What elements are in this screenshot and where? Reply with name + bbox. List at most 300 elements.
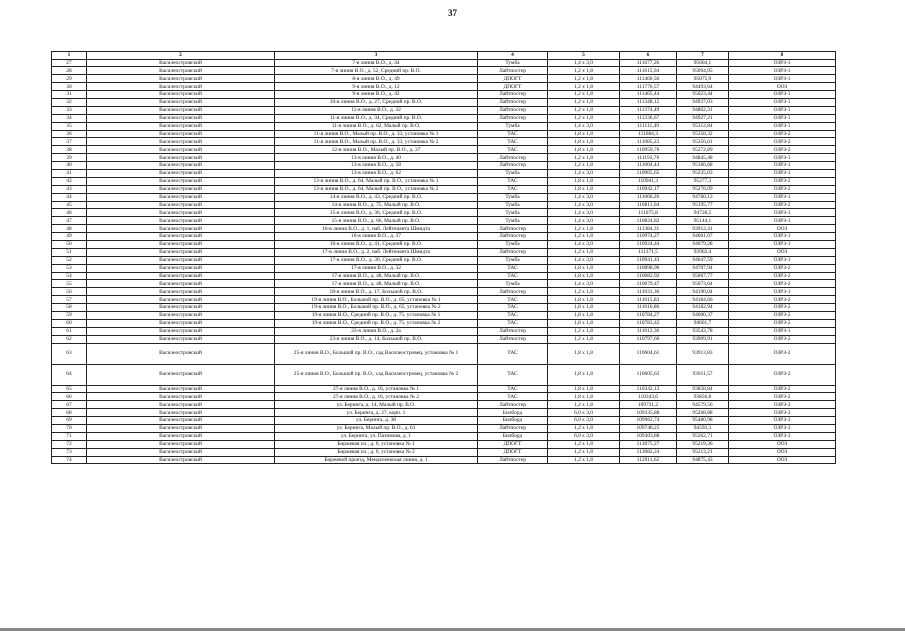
cell-row-number: 63 bbox=[52, 343, 87, 364]
cell-zone: ОЗРЗ-1 bbox=[729, 154, 836, 162]
table-row bbox=[52, 264, 836, 272]
header-cell-zone: 8 bbox=[729, 52, 836, 60]
cell-address: 23-я линия В.О., д. 2а bbox=[275, 327, 478, 335]
cell-coord-y: 94647,59 bbox=[677, 256, 729, 264]
cell-coord-x: 109303,88 bbox=[620, 432, 677, 440]
cell-row-number: 72 bbox=[52, 440, 87, 448]
cell-coord-y: 94728,5 bbox=[677, 209, 729, 217]
cell-coord-y: 93912,41 bbox=[677, 225, 729, 233]
cell-coord-y: 94679,28 bbox=[677, 240, 729, 248]
cell-size: 6,0 x 3,0 bbox=[548, 432, 620, 440]
cell-address: 27-я линия В.О., д. 16, установка № 2 bbox=[275, 393, 478, 401]
page-bottom-edge bbox=[0, 628, 905, 631]
cell-district: Василеостровский bbox=[87, 106, 275, 114]
cell-structure-type: Лайтпостер bbox=[478, 425, 548, 433]
cell-zone: ООЗ bbox=[729, 448, 836, 456]
cell-address: 11-я линия В.О., Малый пр. В.О., д. 33, установка № 2 bbox=[275, 138, 478, 146]
cell-address: 13-я линия В.О., д. 64, Малый пр. В.О., установка № 1 bbox=[275, 177, 478, 185]
cell-zone: ОЗРЗ-2 bbox=[729, 312, 836, 320]
cell-coord-x: 110898,96 bbox=[620, 264, 677, 272]
cell-zone: ОЗРЗ-2 bbox=[729, 296, 836, 304]
cell-structure-type: Лайтпостер bbox=[478, 162, 548, 170]
cell-coord-y: 94190,04 bbox=[677, 288, 729, 296]
cell-row-number: 59 bbox=[52, 312, 87, 320]
cell-address: 15-я линия В.О., д. 66, Малый пр. В.О. bbox=[275, 217, 478, 225]
cell-coord-y: 95272,89 bbox=[677, 146, 729, 154]
cell-size: 6,0 x 3,0 bbox=[548, 417, 620, 425]
cell-address: 19-я линия В.О., Большой пр. В.О., д. 65, установка № 1 bbox=[275, 296, 478, 304]
cell-zone: ООЗ bbox=[729, 456, 836, 464]
cell-row-number: 61 bbox=[52, 327, 87, 335]
cell-coord-y: 94182,94 bbox=[677, 304, 729, 312]
cell-address: 27-я линия В.О., д. 16, установка № 1 bbox=[275, 385, 478, 393]
table-row bbox=[52, 154, 836, 162]
cell-coord-y: 94184,66 bbox=[677, 296, 729, 304]
cell-row-number: 67 bbox=[52, 401, 87, 409]
cell-coord-x: 111012,36 bbox=[620, 327, 677, 335]
cell-structure-type: ТАС bbox=[478, 304, 548, 312]
table-row bbox=[52, 401, 836, 409]
cell-size: 1,4 x 3,0 bbox=[548, 122, 620, 130]
cell-structure-type: Тумба bbox=[478, 209, 548, 217]
table-row bbox=[52, 122, 836, 130]
table-row bbox=[52, 106, 836, 114]
cell-coord-y: 95166,68 bbox=[677, 162, 729, 170]
cell-district: Василеостровский bbox=[87, 272, 275, 280]
cell-size: 1,8 x 1,8 bbox=[548, 272, 620, 280]
cell-coord-y: 95144,1 bbox=[677, 217, 729, 225]
cell-structure-type: Лайтпостер bbox=[478, 91, 548, 99]
cell-coord-x: 110974,27 bbox=[620, 233, 677, 241]
cell-coord-x: 111371,5 bbox=[620, 248, 677, 256]
cell-district: Василеостровский bbox=[87, 233, 275, 241]
cell-district: Василеостровский bbox=[87, 91, 275, 99]
cell-address: 16-я линия В.О., д. 37 bbox=[275, 233, 478, 241]
cell-address: 14-я линия В.О., д. 75, Малый пр. В.О. bbox=[275, 201, 478, 209]
cell-address: 9-я линия В.О., д. 12 bbox=[275, 83, 478, 91]
cell-district: Василеостровский bbox=[87, 425, 275, 433]
cell-district: Василеостровский bbox=[87, 448, 275, 456]
cell-size: 1,4 x 3,0 bbox=[548, 169, 620, 177]
cell-row-number: 34 bbox=[52, 114, 87, 122]
cell-district: Василеостровский bbox=[87, 130, 275, 138]
cell-address: 7-я линия В.О., д. 44 bbox=[275, 59, 478, 67]
cell-address: 11-я линия В.О., Малый пр. В.О., д. 33, установка № 1 bbox=[275, 130, 478, 138]
cell-address: 15-я линия В.О., д. 36, Средний пр. В.О. bbox=[275, 209, 478, 217]
table-row bbox=[52, 162, 836, 170]
cell-row-number: 44 bbox=[52, 193, 87, 201]
header-cell-size: 5 bbox=[548, 52, 620, 60]
cell-district: Василеостровский bbox=[87, 304, 275, 312]
cell-coord-x: 111075,8 bbox=[620, 209, 677, 217]
table-row bbox=[52, 312, 836, 320]
cell-zone: ОЗРЗ-1 bbox=[729, 114, 836, 122]
cell-coord-x: 110605,63 bbox=[620, 364, 677, 385]
cell-coord-x: 111677,26 bbox=[620, 59, 677, 67]
cell-row-number: 28 bbox=[52, 67, 87, 75]
cell-zone: ОЗРЗ-3 bbox=[729, 409, 836, 417]
cell-coord-x: 111111,49 bbox=[620, 122, 677, 130]
cell-size: 1,2 x 1,8 bbox=[548, 91, 620, 99]
cell-coord-x: 110783,42 bbox=[620, 319, 677, 327]
cell-structure-type: Билборд bbox=[478, 432, 548, 440]
cell-zone: ООЗ bbox=[729, 440, 836, 448]
cell-address: 13-я линия В.О., д. 40 bbox=[275, 154, 478, 162]
cell-district: Василеостровский bbox=[87, 217, 275, 225]
cell-coord-y: 94493,64 bbox=[677, 83, 729, 91]
cell-row-number: 56 bbox=[52, 288, 87, 296]
table-row bbox=[52, 240, 836, 248]
cell-size: 1,8 x 1,8 bbox=[548, 364, 620, 385]
cell-zone: ООЗ bbox=[729, 225, 836, 233]
cell-zone: ОЗРЗ-1 bbox=[729, 91, 836, 99]
cell-zone: ОЗРЗ-3 bbox=[729, 401, 836, 409]
cell-row-number: 29 bbox=[52, 75, 87, 83]
cell-zone: ОЗРЗ-2 bbox=[729, 385, 836, 393]
cell-address: 8-я линия В.О., д. 49 bbox=[275, 75, 478, 83]
cell-address: Биржевая пл., д. 6, установка № 2 bbox=[275, 448, 478, 456]
cell-zone: ОЗРЗ-1 bbox=[729, 327, 836, 335]
cell-coord-x: 110343,6 bbox=[620, 393, 677, 401]
table-row bbox=[52, 130, 836, 138]
cell-structure-type: ТАС bbox=[478, 343, 548, 364]
cell-district: Василеостровский bbox=[87, 225, 275, 233]
cell-district: Василеостровский bbox=[87, 67, 275, 75]
page-number: 37 bbox=[448, 8, 457, 18]
cell-coord-y: 95356,61 bbox=[677, 138, 729, 146]
cell-zone: ОЗРЗ-3 bbox=[729, 425, 836, 433]
cell-coord-x: 110682,92 bbox=[620, 272, 677, 280]
cell-address: 7-я линия В.О., д. 52, Средний пр. В.О. bbox=[275, 67, 478, 75]
cell-district: Василеостровский bbox=[87, 59, 275, 67]
cell-coord-x: 110679,47 bbox=[620, 280, 677, 288]
cell-zone: ОЗРЗ-1 bbox=[729, 288, 836, 296]
cell-structure-type: ДПОГТ bbox=[478, 75, 548, 83]
cell-structure-type: Билборд bbox=[478, 417, 548, 425]
cell-zone: ОЗРЗ-1 bbox=[729, 193, 836, 201]
cell-size: 1,8 x 1,8 bbox=[548, 343, 620, 364]
cell-coord-x: 111016,86 bbox=[620, 304, 677, 312]
cell-coord-y: 95073,64 bbox=[677, 280, 729, 288]
cell-coord-x: 111015,83 bbox=[620, 296, 677, 304]
cell-district: Василеостровский bbox=[87, 114, 275, 122]
cell-coord-y: 95277,3 bbox=[677, 177, 729, 185]
cell-address: 12-я линия В.О., Малый пр. В.О., д. 37 bbox=[275, 146, 478, 154]
table-row bbox=[52, 364, 836, 385]
locations-table bbox=[51, 51, 836, 464]
header-cell-coord-y: 7 bbox=[677, 52, 729, 60]
cell-coord-x: 110959,76 bbox=[620, 146, 677, 154]
cell-size: 1,4 x 3,0 bbox=[548, 209, 620, 217]
cell-coord-x: 111348,12 bbox=[620, 98, 677, 106]
table-row bbox=[52, 201, 836, 209]
cell-coord-x: 111066,26 bbox=[620, 193, 677, 201]
cell-district: Василеостровский bbox=[87, 401, 275, 409]
cell-size: 1,8 x 1,8 bbox=[548, 296, 620, 304]
cell-coord-x: 111460,56 bbox=[620, 75, 677, 83]
cell-size: 1,4 x 3,0 bbox=[548, 201, 620, 209]
cell-zone: ОЗРЗ-2 bbox=[729, 364, 836, 385]
cell-structure-type: Лайтпостер bbox=[478, 248, 548, 256]
cell-zone: ОЗРЗ-1 bbox=[729, 98, 836, 106]
cell-address: ул. Беринга, д. 38 bbox=[275, 417, 478, 425]
cell-district: Василеостровский bbox=[87, 75, 275, 83]
table-row bbox=[52, 177, 836, 185]
cell-coord-x: 111336,67 bbox=[620, 114, 677, 122]
cell-size: 1,2 x 1,8 bbox=[548, 114, 620, 122]
cell-structure-type: ТАС bbox=[478, 177, 548, 185]
cell-size: 1,8 x 1,8 bbox=[548, 304, 620, 312]
cell-row-number: 37 bbox=[52, 138, 87, 146]
cell-district: Василеостровский bbox=[87, 409, 275, 417]
table-row bbox=[52, 456, 836, 464]
cell-coord-y: 94592,3 bbox=[677, 425, 729, 433]
cell-row-number: 66 bbox=[52, 393, 87, 401]
cell-structure-type: ТАС bbox=[478, 296, 548, 304]
cell-row-number: 55 bbox=[52, 280, 87, 288]
table-row bbox=[52, 335, 836, 343]
cell-district: Василеостровский bbox=[87, 201, 275, 209]
cell-structure-type: Тумба bbox=[478, 256, 548, 264]
cell-coord-x: 113075,27 bbox=[620, 440, 677, 448]
header-cell-district: 2 bbox=[87, 52, 275, 60]
cell-coord-x: 110824,82 bbox=[620, 217, 677, 225]
cell-address: 13-я линия В.О., д. 64, Малый пр. В.О., установка № 2 bbox=[275, 185, 478, 193]
cell-coord-y: 93911,57 bbox=[677, 364, 729, 385]
cell-structure-type: Билборд bbox=[478, 409, 548, 417]
cell-row-number: 69 bbox=[52, 417, 87, 425]
cell-coord-x: 110604,61 bbox=[620, 343, 677, 364]
cell-coord-y: 95213,21 bbox=[677, 448, 729, 456]
cell-district: Василеостровский bbox=[87, 177, 275, 185]
cell-district: Василеостровский bbox=[87, 393, 275, 401]
table-header-row bbox=[52, 52, 836, 60]
cell-row-number: 68 bbox=[52, 409, 87, 417]
cell-size: 1,4 x 3,0 bbox=[548, 240, 620, 248]
cell-coord-x: 110965,65 bbox=[620, 169, 677, 177]
table-row bbox=[52, 193, 836, 201]
cell-address: 13-я линия В.О., д. 62 bbox=[275, 169, 478, 177]
cell-coord-x: 110941,43 bbox=[620, 256, 677, 264]
cell-structure-type: ТАС bbox=[478, 319, 548, 327]
cell-zone: ОЗРЗ-2 bbox=[729, 343, 836, 364]
cell-coord-x: 110811,04 bbox=[620, 201, 677, 209]
cell-size: 1,2 x 1,8 bbox=[548, 425, 620, 433]
cell-structure-type: Тумба bbox=[478, 240, 548, 248]
cell-coord-y: 94927,21 bbox=[677, 114, 729, 122]
table-row bbox=[52, 98, 836, 106]
cell-district: Василеостровский bbox=[87, 83, 275, 91]
cell-row-number: 46 bbox=[52, 209, 87, 217]
cell-coord-x: 111085,23 bbox=[620, 138, 677, 146]
table-row bbox=[52, 425, 836, 433]
cell-structure-type: Лайтпостер bbox=[478, 327, 548, 335]
cell-zone: ОЗРЗ-3 bbox=[729, 432, 836, 440]
cell-coord-y: 95023,44 bbox=[677, 91, 729, 99]
cell-size: 1,8 x 1,8 bbox=[548, 177, 620, 185]
cell-address: 17-я линия В.О., д. 2, наб. Лейтенанта Шмидта bbox=[275, 248, 478, 256]
cell-address: 10-я линия В.О., д. 27, Средний пр. В.О. bbox=[275, 98, 478, 106]
cell-size: 1,8 x 1,8 bbox=[548, 146, 620, 154]
cell-zone: ОЗРЗ-2 bbox=[729, 177, 836, 185]
cell-coord-y: 94937,03 bbox=[677, 98, 729, 106]
cell-row-number: 35 bbox=[52, 122, 87, 130]
table-row bbox=[52, 409, 836, 417]
cell-coord-x: 111031,36 bbox=[620, 288, 677, 296]
table-row bbox=[52, 448, 836, 456]
cell-zone: ОЗРЗ-2 bbox=[729, 185, 836, 193]
cell-row-number: 62 bbox=[52, 335, 87, 343]
cell-structure-type: ТАС bbox=[478, 272, 548, 280]
cell-size: 1,2 x 1,8 bbox=[548, 335, 620, 343]
cell-address: ул. Беринга, Малый пр. В.О., д. 61 bbox=[275, 425, 478, 433]
cell-coord-x: 111084,3 bbox=[620, 130, 677, 138]
cell-address: 17-я линия В.О., д. 48, Малый пр. В.О. bbox=[275, 280, 478, 288]
cell-zone: ОЗРЗ-1 bbox=[729, 169, 836, 177]
table-row bbox=[52, 272, 836, 280]
cell-coord-y: 95276,09 bbox=[677, 185, 729, 193]
header-cell-row-number: 1 bbox=[52, 52, 87, 60]
cell-district: Василеостровский bbox=[87, 456, 275, 464]
cell-district: Василеостровский bbox=[87, 385, 275, 393]
cell-row-number: 33 bbox=[52, 106, 87, 114]
cell-coord-x: 109731,2 bbox=[620, 401, 677, 409]
cell-district: Василеостровский bbox=[87, 169, 275, 177]
cell-district: Василеостровский bbox=[87, 122, 275, 130]
cell-zone: ОЗРЗ-1 bbox=[729, 240, 836, 248]
cell-district: Василеостровский bbox=[87, 162, 275, 170]
cell-district: Василеостровский bbox=[87, 138, 275, 146]
cell-structure-type: ТАС bbox=[478, 385, 548, 393]
cell-row-number: 45 bbox=[52, 201, 87, 209]
cell-size: 1,2 x 1,8 bbox=[548, 327, 620, 335]
table-row bbox=[52, 385, 836, 393]
cell-structure-type: Тумба bbox=[478, 169, 548, 177]
cell-zone: ОЗРЗ-1 bbox=[729, 233, 836, 241]
cell-zone: ОЗРЗ-2 bbox=[729, 146, 836, 154]
cell-size: 1,8 x 1,8 bbox=[548, 319, 620, 327]
cell-size: 1,8 x 1,8 bbox=[548, 312, 620, 320]
cell-district: Василеостровский bbox=[87, 256, 275, 264]
table-row bbox=[52, 304, 836, 312]
cell-row-number: 32 bbox=[52, 98, 87, 106]
cell-address: ул. Беринга, д. 14, Малый пр. В.О. bbox=[275, 401, 478, 409]
cell-row-number: 39 bbox=[52, 154, 87, 162]
cell-coord-y: 94707,94 bbox=[677, 264, 729, 272]
cell-address: 13-я линия В.О., д. 58 bbox=[275, 162, 478, 170]
cell-zone: ОЗРЗ-2 bbox=[729, 130, 836, 138]
cell-row-number: 58 bbox=[52, 304, 87, 312]
cell-size: 1,2 x 1,8 bbox=[548, 162, 620, 170]
cell-structure-type: Лайтпостер bbox=[478, 456, 548, 464]
cell-structure-type: ТАС bbox=[478, 364, 548, 385]
cell-address: ул. Беринга, д. 27, корп. 1 bbox=[275, 409, 478, 417]
cell-row-number: 31 bbox=[52, 91, 87, 99]
table-row bbox=[52, 432, 836, 440]
cell-row-number: 73 bbox=[52, 448, 87, 456]
cell-district: Василеостровский bbox=[87, 98, 275, 106]
cell-coord-x: 111615,94 bbox=[620, 67, 677, 75]
cell-structure-type: ТАС bbox=[478, 393, 548, 401]
cell-size: 1,4 x 3,0 bbox=[548, 217, 620, 225]
cell-coord-y: 95268,88 bbox=[677, 409, 729, 417]
cell-zone: ОЗРЗ-2 bbox=[729, 272, 836, 280]
cell-structure-type: Лайтпостер bbox=[478, 106, 548, 114]
table-row bbox=[52, 393, 836, 401]
cell-zone: ОЗРЗ-1 bbox=[729, 67, 836, 75]
cell-district: Василеостровский bbox=[87, 343, 275, 364]
cell-address: 25-я линия В.О., Большой пр. В.О., сад Василеостровец, установка № 1 bbox=[275, 343, 478, 364]
table-row bbox=[52, 67, 836, 75]
cell-coord-y: 94862,31 bbox=[677, 106, 729, 114]
cell-size: 1,2 x 1,8 bbox=[548, 440, 620, 448]
cell-zone: ОЗРЗ-2 bbox=[729, 264, 836, 272]
cell-district: Василеостровский bbox=[87, 288, 275, 296]
cell-coord-y: 94600,37 bbox=[677, 312, 729, 320]
cell-address: 16-я линия В.О., д. 41, Средний пр. В.О. bbox=[275, 240, 478, 248]
cell-zone: ОЗРЗ-2 bbox=[729, 201, 836, 209]
cell-structure-type: ТАС bbox=[478, 146, 548, 154]
cell-zone: ОЗРЗ-1 bbox=[729, 75, 836, 83]
cell-district: Василеостровский bbox=[87, 417, 275, 425]
cell-district: Василеостровский bbox=[87, 154, 275, 162]
cell-coord-y: 94601,07 bbox=[677, 233, 729, 241]
cell-address: 23-я линия В.О., д. 14, Большой пр. В.О. bbox=[275, 335, 478, 343]
cell-coord-y: 93858,84 bbox=[677, 385, 729, 393]
table-row bbox=[52, 417, 836, 425]
cell-row-number: 36 bbox=[52, 130, 87, 138]
table-row bbox=[52, 209, 836, 217]
cell-structure-type: Тумба bbox=[478, 201, 548, 209]
cell-coord-y: 94875,43 bbox=[677, 456, 729, 464]
cell-structure-type: Лайтпостер bbox=[478, 233, 548, 241]
cell-district: Василеостровский bbox=[87, 248, 275, 256]
cell-zone: ООЗ bbox=[729, 83, 836, 91]
cell-row-number: 50 bbox=[52, 240, 87, 248]
cell-row-number: 30 bbox=[52, 83, 87, 91]
cell-district: Василеостровский bbox=[87, 312, 275, 320]
cell-row-number: 52 bbox=[52, 256, 87, 264]
cell-district: Василеостровский bbox=[87, 296, 275, 304]
cell-address: 14-я линия В.О., д. 43, Средний пр. В.О. bbox=[275, 193, 478, 201]
cell-zone: ООЗ bbox=[729, 248, 836, 256]
table-row bbox=[52, 91, 836, 99]
header-cell-coord-x: 6 bbox=[620, 52, 677, 60]
cell-coord-x: 109962,74 bbox=[620, 417, 677, 425]
cell-district: Василеостровский bbox=[87, 264, 275, 272]
cell-coord-y: 95067,77 bbox=[677, 272, 729, 280]
cell-structure-type: ДПОГТ bbox=[478, 440, 548, 448]
cell-size: 1,2 x 1,8 bbox=[548, 83, 620, 91]
cell-coord-x: 109335,88 bbox=[620, 409, 677, 417]
table-row bbox=[52, 280, 836, 288]
cell-coord-y: 94845,48 bbox=[677, 154, 729, 162]
cell-address: 11-я линия В.О., д. 34, Средний пр. В.О. bbox=[275, 114, 478, 122]
cell-size: 1,2 x 1,8 bbox=[548, 233, 620, 241]
table-row bbox=[52, 114, 836, 122]
cell-coord-x: 111374,49 bbox=[620, 106, 677, 114]
cell-size: 1,4 x 3,0 bbox=[548, 59, 620, 67]
cell-coord-y: 93543,78 bbox=[677, 327, 729, 335]
table-row bbox=[52, 343, 836, 364]
cell-coord-y: 94760,13 bbox=[677, 193, 729, 201]
cell-size: 1,2 x 1,8 bbox=[548, 98, 620, 106]
cell-zone: ОЗРЗ-1 bbox=[729, 162, 836, 170]
cell-structure-type: ТАС bbox=[478, 312, 548, 320]
cell-coord-y: 94601,7 bbox=[677, 319, 729, 327]
cell-zone: ОЗРЗ-2 bbox=[729, 319, 836, 327]
cell-zone: ОЗРЗ-1 bbox=[729, 59, 836, 67]
